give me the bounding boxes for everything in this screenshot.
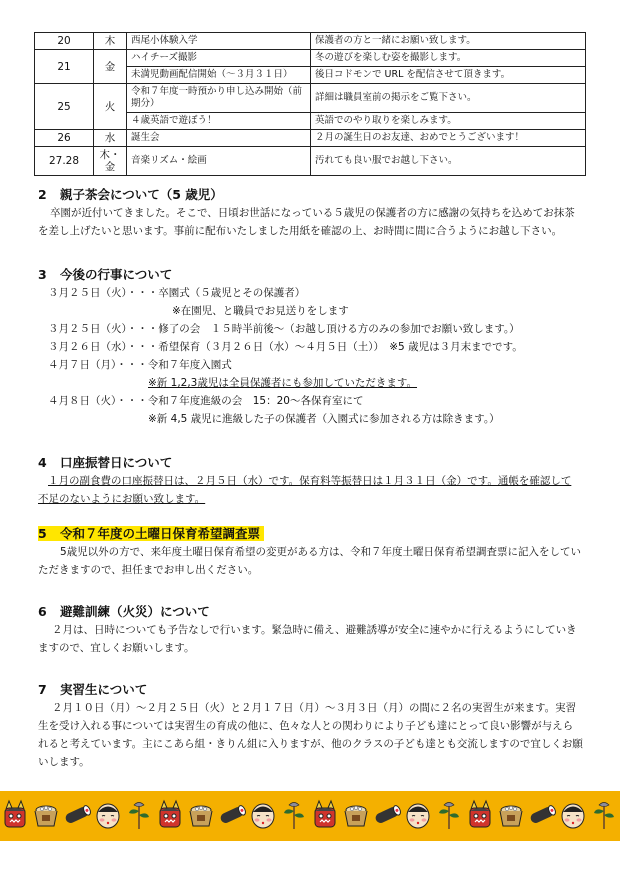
- date-cell: 20: [35, 33, 94, 50]
- event-line: ４月７日（月）・・・令和７年度入園式: [48, 359, 232, 371]
- otafuku-face-icon: [93, 799, 123, 831]
- event-cell: ４歳英語で遊ぼう！: [127, 113, 311, 130]
- section-upcoming-events: [38, 266, 583, 428]
- section-evacuation-drill: [38, 603, 583, 657]
- note-cell: 保護者の方と一緒にお願い致します。: [311, 33, 586, 50]
- section-tea-party: [38, 186, 583, 240]
- section-saturday-survey: [38, 525, 583, 579]
- day-cell: 金: [94, 50, 127, 84]
- masu-bean-box-icon: [496, 799, 526, 831]
- sushi-roll-icon: [217, 799, 247, 831]
- event-note: ※新 1,2,3歳児は全員保護者にも参加していただきます。: [148, 377, 418, 389]
- section-heading: 5 令和７年度の土曜日保育希望調査票: [38, 525, 583, 543]
- day-cell: 水: [94, 130, 127, 147]
- event-cell: 誕生会: [127, 130, 311, 147]
- date-cell: 26: [35, 130, 94, 147]
- date-cell: 21: [35, 50, 94, 84]
- holly-sardine-icon: [124, 799, 154, 831]
- note-cell: 詳細は職員室前の掲示をご覧下さい。: [311, 84, 586, 113]
- date-cell: 25: [35, 84, 94, 130]
- oni-mask-icon: [0, 799, 30, 831]
- section-body: 卒園が近付いてきました。そこで、日頃お世話になっている５歳児の保護者の方に感謝の気持ちを込めてお抹茶を差し上げたいと思います。事前に配布いたしました用紙を確認の上、お時間に間に合うようにお越し下さい。: [38, 207, 575, 237]
- masu-bean-box-icon: [341, 799, 371, 831]
- note-cell: 後日コドモンで URL を配信させて頂きます。: [311, 67, 586, 84]
- table-row: [35, 33, 586, 50]
- section-heading: 2 親子茶会について（5 歳児）: [38, 187, 223, 202]
- masu-bean-box-icon: [31, 799, 61, 831]
- event-line: ３月２５日（火）・・・修了の会 １５時半前後～（お越し頂ける方のみの参加でお願い致します。）: [48, 323, 520, 335]
- section-account-transfer: [38, 454, 583, 508]
- table-row: [35, 50, 586, 67]
- event-cell: 未満児動画配信開始（～３月３１日）: [127, 67, 311, 84]
- section-body: ２月は、日時についても予告なしで行います。緊急時に備え、避難誘導が安全に速やかに行えるようにしていきますので、宜しくお願いします。: [38, 624, 577, 654]
- holly-sardine-icon: [434, 799, 464, 831]
- table-row: [35, 84, 586, 113]
- day-cell: 木・金: [94, 147, 127, 176]
- section-body: １月の副食費の口座振替日は、２月５日（水）です。保育料等振替日は１月３１日（金）です。通帳を確認して: [48, 475, 572, 487]
- event-cell: 音楽リズム・絵画: [127, 147, 311, 176]
- day-cell: 木: [94, 33, 127, 50]
- setsubun-decoration-band: [0, 791, 620, 841]
- sushi-roll-icon: [372, 799, 402, 831]
- day-cell: 火: [94, 84, 127, 130]
- holly-sardine-icon: [589, 799, 619, 831]
- note-cell: 冬の遊びを楽しむ姿を撮影します。: [311, 50, 586, 67]
- section-trainees: [38, 681, 583, 771]
- table-row: [35, 130, 586, 147]
- event-note: ※新 4,5 歳児に進級した子の保護者（入園式に参加される方は除きます。）: [148, 413, 500, 425]
- section-body: 不足のないようにお願い致します。: [38, 493, 206, 505]
- masu-bean-box-icon: [186, 799, 216, 831]
- note-cell: 汚れても良い服でお越し下さい。: [311, 147, 586, 176]
- note-cell: ２月の誕生日のお友達、おめでとうございます！: [311, 130, 586, 147]
- otafuku-face-icon: [248, 799, 278, 831]
- section-heading: 7 実習生について: [38, 682, 148, 697]
- event-cell: 西尾小体験入学: [127, 33, 311, 50]
- section-heading: 4 口座振替日について: [38, 455, 173, 470]
- table-row: [35, 147, 586, 176]
- event-cell: 令和７年度一時預かり申し込み開始（前期分）: [127, 84, 311, 113]
- event-line: ３月２５日（火）・・・卒園式（５歳児とその保護者）: [48, 287, 306, 299]
- section-body: ２月１０日（月）～２月２５日（火）と２月１７日（月）～３月３日（月）の間に２名の実習生が来ます。実習生を受け入れる事については実習生の育成の他に、色々な人との関わりにより子ども達にとって良い影響が与えられると考えています。主にこあら組・きりん組に入りますが、他のクラスの子ども達とも交流しますので宜しくお願いします。: [38, 702, 583, 768]
- event-note: ※在園児、と職員でお見送りをします: [172, 305, 349, 317]
- section-heading: 3 今後の行事について: [38, 267, 173, 282]
- oni-mask-icon: [310, 799, 340, 831]
- event-line: ４月８日（火）・・・令和７年度進級の会 15：20～各保育室にて: [48, 395, 364, 407]
- otafuku-face-icon: [558, 799, 588, 831]
- oni-mask-icon: [155, 799, 185, 831]
- event-line: ３月２６日（水）・・・希望保育（３月２６日（水）～４月５日（土）） ※5 歳児は３月末までです。: [48, 341, 523, 353]
- note-cell: 英語でのやり取りを楽しみます。: [311, 113, 586, 130]
- section-body: 5歳児以外の方で、来年度土曜日保育希望の変更がある方は、令和７年度土曜日保育希望調査票に記入をしていただきますので、担任までお申し出ください。: [38, 546, 581, 576]
- holly-sardine-icon: [279, 799, 309, 831]
- section-heading: 6 避難訓練（火災）について: [38, 604, 210, 619]
- date-cell: 27.28: [35, 147, 94, 176]
- sushi-roll-icon: [62, 799, 92, 831]
- otafuku-face-icon: [403, 799, 433, 831]
- oni-mask-icon: [465, 799, 495, 831]
- event-cell: ハイチーズ撮影: [127, 50, 311, 67]
- sushi-roll-icon: [527, 799, 557, 831]
- schedule-table: [34, 32, 586, 176]
